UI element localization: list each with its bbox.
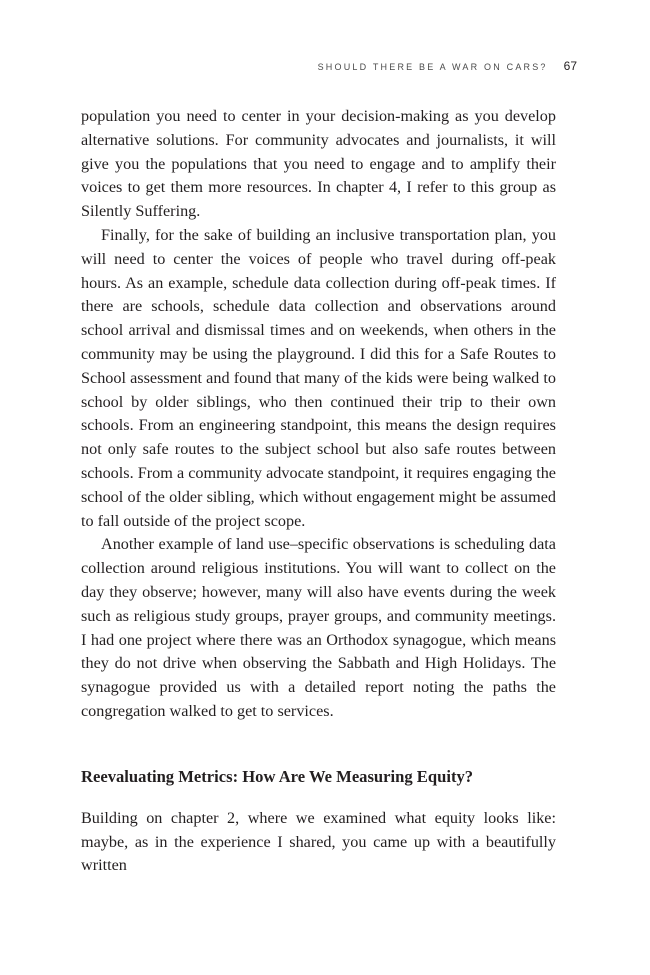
body-text — [81, 105, 556, 878]
page-number: 67 — [563, 59, 577, 73]
running-head — [318, 59, 577, 73]
running-title: SHOULD THERE BE A WAR ON CARS? — [317, 62, 548, 72]
paragraph-reevaluating-metrics: Building on chapter 2, where we examined what equity looks like: maybe, as in the experience I shared, you came up with a beautifully written — [81, 808, 556, 875]
paragraph-religious-institutions: Another example of land use–specific observations is scheduling data collection around religious institutions. You will want to collect on the day they observe; however, many will also have events during the week such as religious study groups, prayer groups, and community meetings. I had one project where there was an Orthodox synagogue, which means they do not drive when observing the Sabbath and High Holidays. The synagogue provided us with a detailed report noting the paths the congregation walked to get to services. — [81, 535, 556, 720]
paragraph-off-peak: Finally, for the sake of building an inclusive transportation plan, you will need to center the voices of people who travel during off-peak hours. As an example, schedule data collection during off-peak times. If there are schools, schedule data collection and observations around school arrival and dismissal times and on weekends, when others in the community may be using the playground. I did this for a Safe Routes to School assessment and found that many of the kids were being walked to school by older siblings, who then continued their trip to their own schools. From an engineering standpoint, this means the design requires not only safe routes to the subject school but also safe routes between schools. From a community advocate standpoint, it requires engaging the school of the older sibling, which without engagement might be assumed to fall outside of the project scope. — [81, 225, 556, 530]
paragraph-continued: population you need to center in your decision-making as you develop alternative solutions. For community advocates and journalists, it will give you the populations that you need to engage and to amplify their voices to get them more resources. In chapter 4, I refer to this group as Silently Suffering. — [81, 107, 556, 221]
section-heading: Reevaluating Metrics: How Are We Measuring Equity? — [81, 766, 474, 786]
